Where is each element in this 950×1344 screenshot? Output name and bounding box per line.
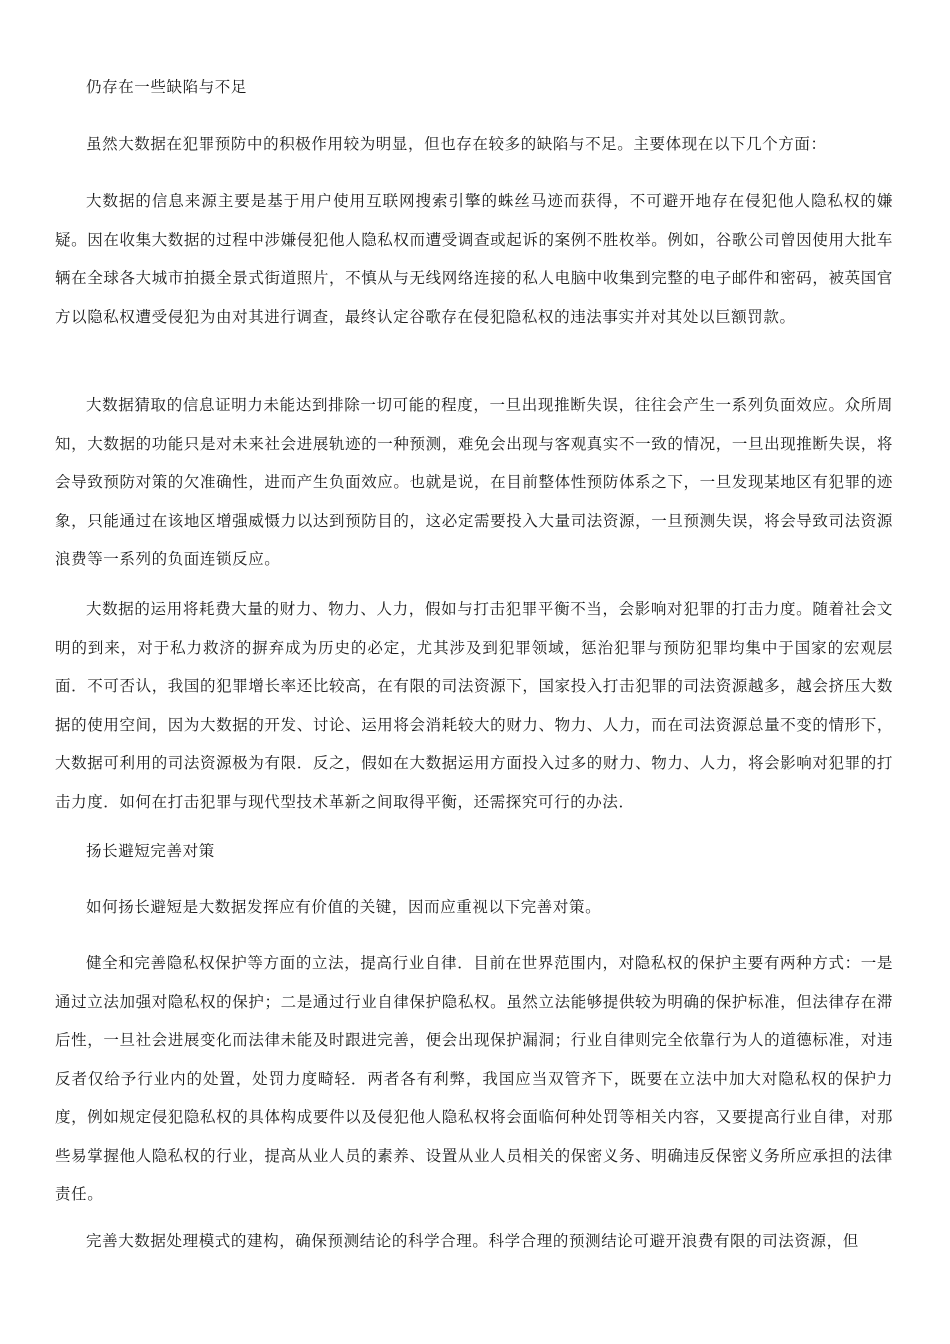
- paragraph-resource-cost: 大数据的运用将耗费大量的财力、物力、人力，假如与打击犯罪平衡不当，会影响对犯罪的打击力度。随着社会文明的到来，对于私力救济的摒弃成为历史的必定，尤其涉及到犯罪领域，惩治犯罪与预防犯罪均集中于国家的宏观层面．不可否认，我国的犯罪增长率还比较高，在有限的司法资源下，国家投入打击犯罪的司法资源越多，越会挤压大数据的使用空间，因为大数据的开发、讨论、运用将会消耗较大的财力、物力、人力，而在司法资源总量不变的情形下，大数据可利用的司法资源极为有限．反之，假如在大数据运用方面投入过多的财力、物力、人力，将会影响对犯罪的打击力度．如何在打击犯罪与现代型技术革新之间取得平衡，还需探究可行的办法．: [55, 600, 893, 811]
- paragraph-privacy-legislation: 健全和完善隐私权保护等方面的立法，提高行业自律．目前在世界范围内，对隐私权的保护主要有两种方式：一是通过立法加强对隐私权的保护；二是通过行业自律保护隐私权。虽然立法能够提供较为明确的保护标准，但法律存在滞后性，一旦社会进展变化而法律未能及时跟进完善，便会出现保护漏洞；行业自律则完全依靠行为人的道德标准，对违反者仅给予行业内的处置，处罚力度畸轻．两者各有利弊，我国应当双管齐下，既要在立法中加大对隐私权的保护力度，例如规定侵犯隐私权的具体构成要件以及侵犯他人隐私权将会面临何种处罚等相关内容，又要提高行业自律，对那些易掌握他人隐私权的行业，提高从业人员的素养、设置从业人员相关的保密义务、明确违反保密义务所应承担的法律责任。: [55, 954, 893, 1203]
- paragraph-privacy-issue: 大数据的信息来源主要是基于用户使用互联网搜索引擎的蛛丝马迹而获得，不可避开地存在侵犯他人隐私权的嫌疑。因在收集大数据的过程中涉嫌侵犯他人隐私权而遭受调查或起诉的案例不胜枚举。例如，谷歌公司曾因使用大批车辆在全球各大城市拍摄全景式街道照片，不慎从与无线网络连接的私人电脑中收集到完整的电子邮件和密码，被英国官方以隐私权遭受侵犯为由对其进行调查，最终认定谷歌存在侵犯隐私权的违法事实并对其处以巨额罚款。: [55, 192, 893, 326]
- section-heading-defects: 仍存在一些缺陷与不足: [86, 78, 248, 96]
- paragraph-prediction-error: 大数据猜取的信息证明力未能达到排除一切可能的程度，一旦出现推断失误，往往会产生一系列负面效应。众所周知，大数据的功能只是对未来社会进展轨迹的一种预测，难免会出现与客观真实不一致的情况，一旦出现推断失误，将会导致预防对策的欠准确性，进而产生负面效应。也就是说，在目前整体性预防体系之下，一旦发现某地区有犯罪的迹象，只能通过在该地区增强威慑力以达到预防目的，这必定需要投入大量司法资源，一旦预测失误，将会导致司法资源浪费等一系列的负面连锁反应。: [55, 396, 893, 568]
- section-heading-countermeasures: 扬长避短完善对策: [86, 842, 215, 860]
- paragraph-countermeasures-intro: 如何扬长避短是大数据发挥应有价值的关键，因而应重视以下完善对策。: [86, 898, 602, 916]
- paragraph-defects-intro: 虽然大数据在犯罪预防中的积极作用较为明显，但也存在较多的缺陷与不足。主要体现在以下几个方面：: [86, 135, 827, 153]
- paragraph-processing-model: 完善大数据处理模式的建构，确保预测结论的科学合理。科学合理的预测结论可避开浪费有限的司法资源，但: [86, 1232, 859, 1250]
